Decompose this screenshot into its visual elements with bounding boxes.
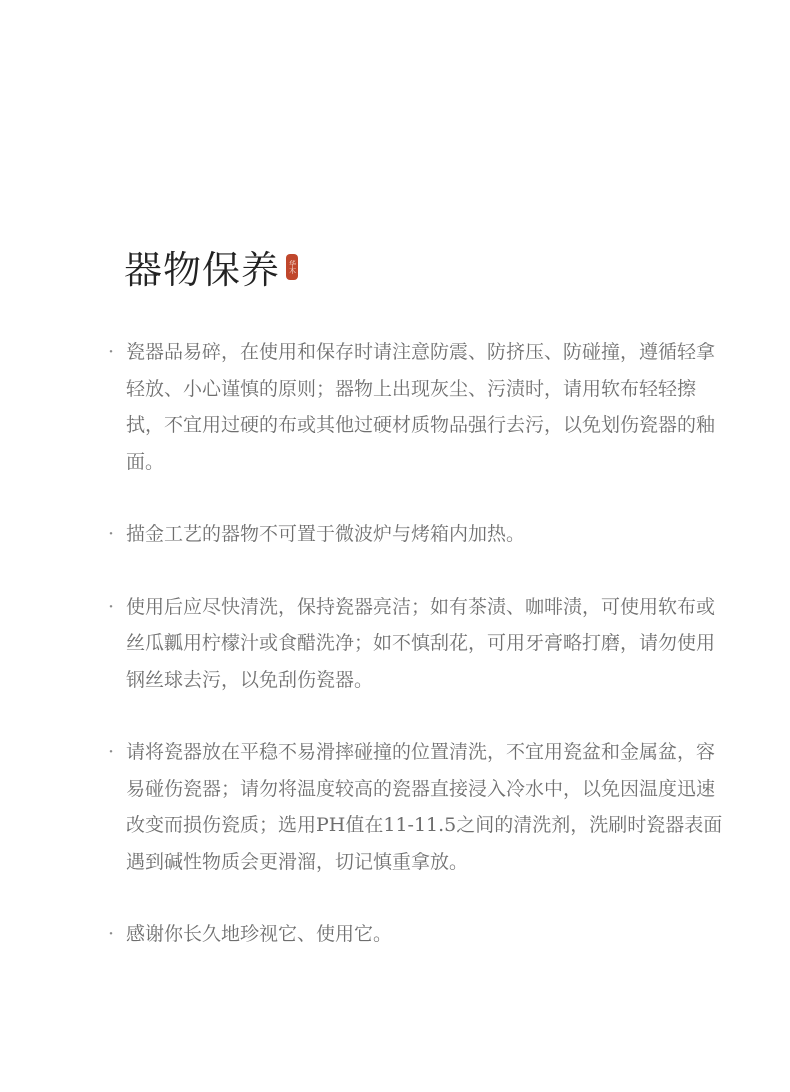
bullet-icon: · bbox=[108, 923, 115, 945]
item-text: 使用后应尽快清洗，保持瓷器亮洁；如有茶渍、咖啡渍，可使用软布或丝瓜瓤用柠檬汁或食醋洗净；如不慎刮花，可用牙膏略打磨，请勿使用钢丝球去污，以免刮伤瓷器。 bbox=[126, 595, 716, 691]
item-text: 描金工艺的器物不可置于微波炉与烤箱内加热。 bbox=[126, 523, 526, 545]
list-item bbox=[108, 589, 728, 699]
list-item bbox=[108, 334, 728, 480]
bullet-icon: · bbox=[108, 595, 115, 618]
seal-stamp-icon bbox=[286, 254, 298, 280]
bullet-icon: · bbox=[108, 341, 115, 363]
bullet-icon: · bbox=[108, 741, 115, 763]
page-title: 器物保养 bbox=[124, 248, 281, 292]
care-list bbox=[108, 334, 728, 989]
list-item bbox=[108, 916, 728, 953]
item-text: 感谢你长久地珍视它、使用它。 bbox=[126, 923, 393, 945]
item-text: 请将瓷器放在平稳不易滑摔碰撞的位置清洗，不宜用瓷盆和金属盆，容易碰伤瓷器；请勿将温度较高的瓷器直接浸入冷水中，以免因温度迅速改变而损伤瓷质；选用PH值在11-11.5之间的清洗剂，洗刷时瓷器表面遇到碱性物质会更滑溜，切记慎重拿放。 bbox=[126, 741, 723, 873]
list-item bbox=[108, 516, 728, 553]
item-text: 瓷器品易碎，在使用和保存时请注意防震、防挤压、防碰撞，遵循轻拿轻放、小心谨慎的原则；器物上出现灰尘、污渍时，请用软布轻轻擦拭，不宜用过硬的布或其他过硬材质物品强行去污，以免划伤瓷器的釉面。 bbox=[126, 341, 716, 473]
bullet-icon: · bbox=[108, 523, 115, 545]
header bbox=[124, 246, 298, 294]
seal-text: 华木 bbox=[288, 260, 297, 274]
list-item bbox=[108, 734, 728, 880]
